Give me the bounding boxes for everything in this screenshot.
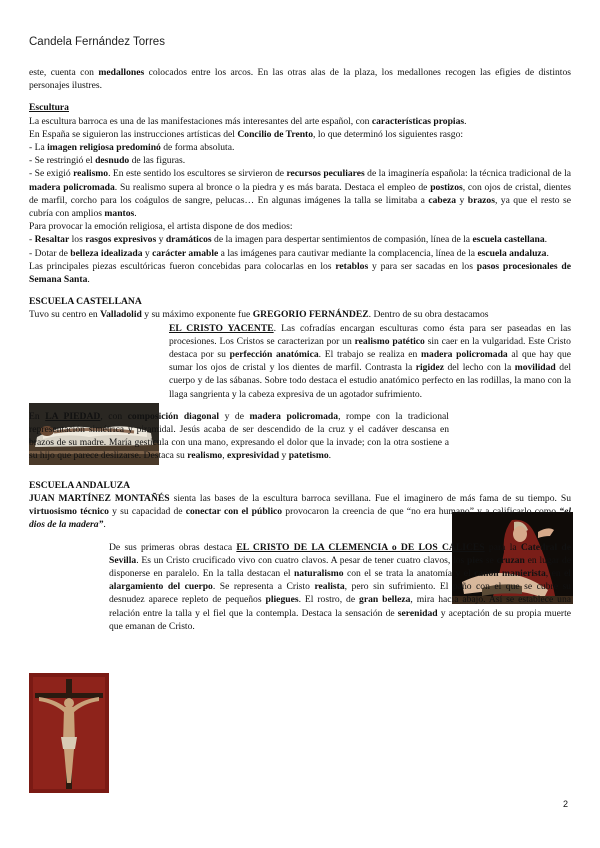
escultura-bullet-2: - Se restringió el desnudo de las figuras.: [29, 155, 186, 167]
escultura-paragraph-4: Las principales piezas escultóricas fueron concebidas para colocarlas en los retablos y para ser sacadas en los pasos procesionales de Semana Santa.: [29, 260, 572, 286]
escultura-bullet-5: - Dotar de belleza idealizada y carácter amable a las imágenes para cautivar mediante la complacencia, línea de la escuela andaluza.: [29, 247, 549, 259]
la-piedad-paragraph: En LA PIEDAD, con composición diagonal y de madera policromada, rompe con la tradicional representación simétrica y piramidal. Jesús acaba de ser descendido de la cruz y el cadáver descansa en brazos de su madre. María gesticula con una mano, expresando el dolor que la invade; con la otra sostiene a su hijo que parece deslizarse. Destaca su realismo, expresividad y patetismo.: [29, 410, 449, 462]
andaluza-intro: JUAN MARTÍNEZ MONTAÑÉS sienta las bases de la escultura barroca sevillana. Fue el imaginero de más fama de su tiempo. Su virtuosismo técnico y su capacidad de conectar con el público provocaron la creencia de que “no era humano” y a calificarlo como “el dios de la madera”.: [29, 492, 571, 531]
cristo-yacente-paragraph: EL CRISTO YACENTE. Las cofradías encargan esculturas como ésta para ser paseadas en las procesiones. Los Cristos se caracterizan por un realismo patético sin caer en la vulgaridad. Este Cristo destaca por su perfección anatómica. El trabajo se realiza en madera policromada al que hay que sumar los ojos de cristal y los dientes de marfil. Contrasta la rigidez del lecho con la movilidad del cuerpo y de las sábanas. Sobre todo destaca el estudio anatómico perfecto en las rodillas, la mano con la llaga sangrienta y la cabeza expresiva de un agotador sufrimiento.: [169, 322, 571, 400]
escultura-bullet-1: - La imagen religiosa predominó de forma absoluta.: [29, 142, 235, 154]
document-body: [29, 66, 571, 633]
page-number: 2: [563, 799, 569, 809]
la-piedad-title: LA PIEDAD: [45, 410, 101, 422]
author-header: Candela Fernández Torres: [29, 36, 165, 48]
intro-paragraph: este, cuenta con medallones colocados entre los arcos. En las otras alas de la plaza, los medallones recogen las efigies de distintos personajes ilustres.: [29, 67, 571, 92]
escultura-heading: Escultura: [29, 102, 69, 114]
cristo-yacente-title: EL CRISTO YACENTE: [169, 322, 274, 334]
escultura-paragraph-3: Para provocar la emoción religiosa, el artista dispone de dos medios:: [29, 221, 293, 233]
escultura-bullet-3: - Se exigió realismo. En este sentido los escultores se sirvieron de recursos peculiares de la imaginería española: la técnica tradicional de la madera policromada. Su realismo supera al bronce o la piedra y es más barata. Destaca el empleo de postizos, con ojos de cristal, dientes de marfil, corcho para los coágulos de sangre, pelucas… En algunas imágenes la talla se limitaba a cabeza y brazos, ya que el resto se cubría con amplios mantos.: [29, 168, 571, 220]
escultura-paragraph-1: La escultura barroca es una de las manifestaciones más interesantes del arte español, con características propias.: [29, 115, 467, 127]
cristo-clemencia-title: EL CRISTO DE LA CLEMENCIA o DE LOS CÁLICES: [236, 541, 485, 553]
escultura-bullet-4: - Resaltar los rasgos expresivos y dramáticos de la imagen para despertar sentimientos de compasión, línea de la escuela castellana.: [29, 234, 548, 246]
castellana-intro: Tuvo su centro en Valladolid y su máximo exponente fue GREGORIO FERNÁNDEZ. Dentro de su obra destacamos: [29, 309, 489, 321]
cristo-clemencia-paragraph: De sus primeras obras destaca EL CRISTO DE LA CLEMENCIA o DE LOS CÁLICES para la Catedral de Sevilla. Es un Cristo crucificado vivo con cuatro clavos. A pesar de tener cuatro clavos, los pies se cruzan en lugar de disponerse en paralelo. En la talla destacan el naturalismo con el se trata la anatomía y el canon manierista, en el alargamiento del cuerpo. Se representa a Cristo realista, pero sin sufrimiento. El paño con el que se cubre su desnudez aparece repleto de pequeños pliegues. El rostro, de gran belleza, mira hacia abajo. Así se establece una relación entre la talla y el fiel que la contempla. Destaca la sensación de serenidad y aceptación de su propia muerte que emanan de Cristo.: [109, 541, 572, 632]
castellana-heading: ESCUELA CASTELLANA: [29, 296, 142, 308]
cristo-clemencia-image: [29, 673, 109, 793]
escultura-paragraph-2: En España se siguieron las instrucciones artísticas del Concilio de Trento, lo que determinó los siguientes rasgo:: [29, 128, 464, 140]
andaluza-heading: ESCUELA ANDALUZA: [29, 479, 131, 491]
